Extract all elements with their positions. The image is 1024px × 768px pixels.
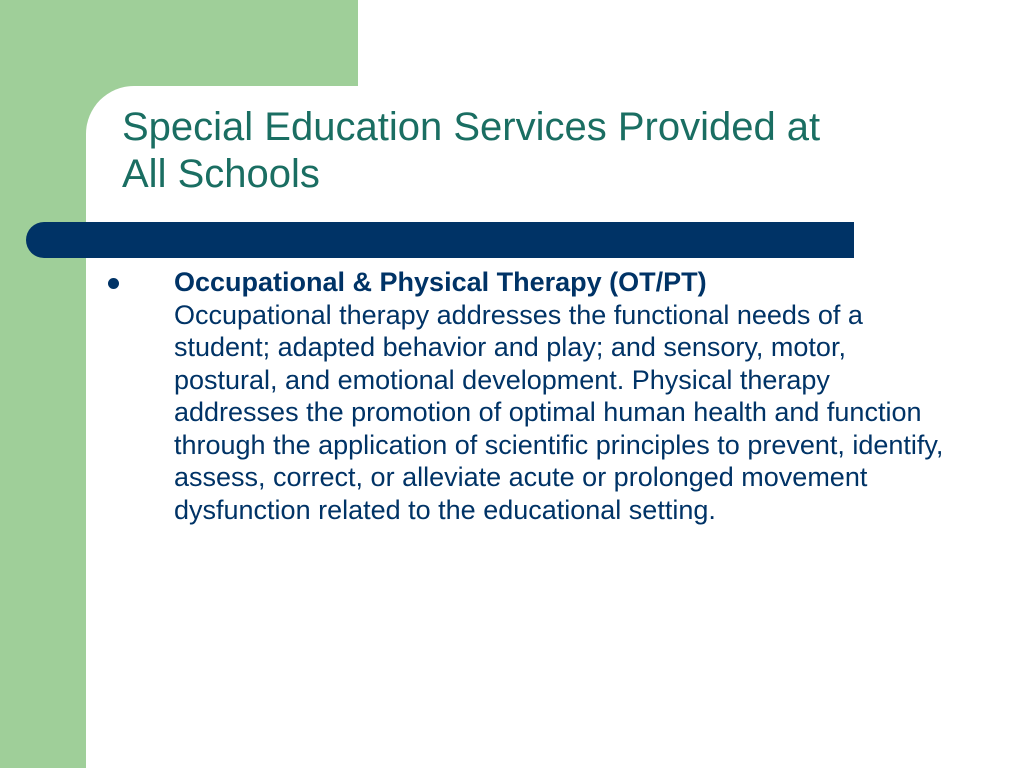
- bullet-body: Occupational therapy addresses the functional needs of a student; adapted behavior and play; and sensory, motor, postural, and emotional development. Physical therapy addresses the promotion of optimal human health and function through the application of scientific principles to prevent, identify, assess, correct, or alleviate acute or prolonged movement dysfunction related to the educational setting.: [174, 299, 944, 525]
- slide-title: [122, 104, 982, 198]
- title-divider-bar: [26, 222, 854, 258]
- bullet-text: [174, 266, 948, 526]
- slide-title-line2: All Schools: [122, 152, 320, 196]
- bullet-heading: Occupational & Physical Therapy (OT/PT): [174, 267, 707, 297]
- bullet-dot-icon: [108, 278, 119, 289]
- slide-title-line1: Special Education Services Provided at: [122, 105, 821, 149]
